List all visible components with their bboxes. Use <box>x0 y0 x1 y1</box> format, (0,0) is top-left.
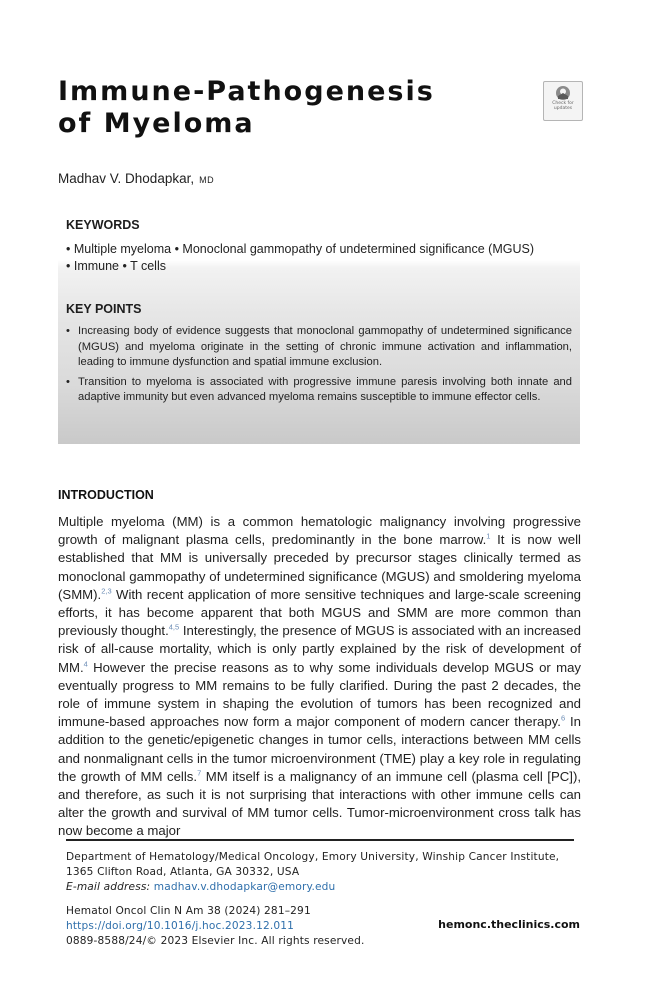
email-link[interactable]: madhav.v.dhodapkar@emory.edu <box>153 881 336 893</box>
copyright-line: 0889-8588/24/© 2023 Elsevier Inc. All rights reserved. <box>66 935 365 947</box>
citation-link[interactable]: 1 <box>486 531 491 541</box>
affiliation-block <box>66 850 576 895</box>
citation-link[interactable]: 4 <box>83 659 88 669</box>
email-label: E-mail address: <box>66 881 151 893</box>
badge-text-bottom: updates <box>553 106 573 111</box>
introduction-heading: INTRODUCTION <box>58 488 154 502</box>
author-degree: MD <box>199 175 215 185</box>
email-line <box>66 880 576 895</box>
body-text-span: It is now well established that MM is universally preceded by precursor stages clinically termed as monoclonal gammopathy of undetermined significance (MGUS) and smoldering myeloma (SMM). <box>58 532 581 602</box>
journal-citation: Hematol Oncol Clin N Am 38 (2024) 281–291 <box>66 905 311 917</box>
body-text-span: However the precise reasons as to why some individuals develop MGUS or may eventually progress to MM remains to be fully clarified. During the past 2 decades, the role of immune system in shaping the evolution of tumors has been recognized and immune-based approaches now form a major component of modern cancer therapy. <box>58 659 581 730</box>
body-text-span: With recent application of more sensitive techniques and large-scale screening efforts, it has become apparent that both MGUS and SMM are more common than previously thought. <box>58 586 581 639</box>
article-title: Immune-Pathogenesis of Myeloma <box>58 76 435 139</box>
doi-link[interactable]: https://doi.org/10.1016/j.hoc.2023.12.011 <box>66 920 295 932</box>
check-for-updates-badge[interactable] <box>543 81 583 121</box>
keywords-line-1: • Multiple myeloma • Monoclonal gammopathy of undetermined significance (MGUS) <box>66 242 534 256</box>
citation-link[interactable]: 7 <box>197 768 202 778</box>
author-name: Madhav V. Dhodapkar, <box>58 171 195 186</box>
keywords-line-2: • Immune • T cells <box>66 259 166 273</box>
author-line <box>58 171 214 186</box>
affiliation-text: Department of Hematology/Medical Oncology, Emory University, Winship Cancer Institute, 1365 Clifton Road, Atlanta, GA 30332, USA <box>66 851 560 878</box>
citation-link[interactable]: 6 <box>560 713 566 723</box>
badge-text-top: Check for <box>552 101 574 106</box>
key-points-list <box>66 324 572 410</box>
key-points-heading: KEY POINTS <box>66 302 142 316</box>
introduction-paragraph <box>58 513 581 841</box>
key-point-item: • Increasing body of evidence suggests that monoclonal gammopathy of undetermined significance (MGUS) and myeloma originate in the setting of chronic immune activation and inflammation, leading to immune dysfunction and spatial immune exclusion. <box>66 324 572 371</box>
key-point-item: • Transition to myeloma is associated with progressive immune paresis involving both innate and adaptive immunity but even advanced myeloma remains susceptible to immune effector cells. <box>66 375 572 406</box>
body-text-span: Multiple myeloma (MM) is a common hematologic malignancy involving progressive growth of malignant plasma cells, predominantly in the bone marrow. <box>58 514 581 548</box>
citation-link[interactable]: 2,3 <box>101 586 112 596</box>
footer-divider <box>66 839 574 841</box>
citation-block <box>66 904 364 949</box>
citation-link[interactable]: 4,5 <box>168 622 180 632</box>
body-text-span: In addition to the genetic/epigenetic changes in tumor cells, interactions between MM cells and nonmalignant cells in the tumor microenvironment (TME) play a key role in regulating the growth of MM cells. <box>58 714 581 784</box>
crossmark-icon <box>555 85 571 101</box>
keywords-heading: KEYWORDS <box>66 218 140 232</box>
journal-site-link[interactable]: hemonc.theclinics.com <box>438 918 580 931</box>
body-text-span: Interestingly, the presence of MGUS is associated with an increased risk of all-cause mortality, which is only partly explained by the risk of development of MM. <box>58 623 581 675</box>
keywords-keypoints-box <box>58 204 580 444</box>
body-text-span: MM itself is a malignancy of an immune cell (plasma cell [PC]), and therefore, as such it is not surprising that interactions with other immune cells can alter the growth and survival of MM tumor cells. Tumor-microenvironment cross talk has now become a major <box>58 768 581 839</box>
